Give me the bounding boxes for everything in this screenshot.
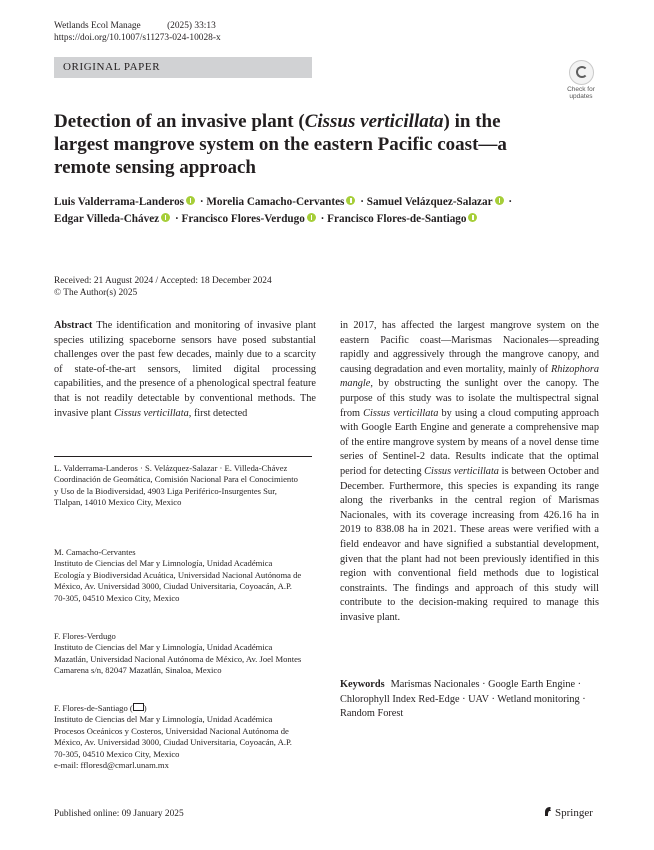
- article-dates: [54, 275, 354, 299]
- journal-name: Wetlands Ecol Manage: [54, 21, 141, 31]
- affiliation-names: F. Flores-Verdugo: [54, 631, 116, 641]
- article-type-label: ORIGINAL PAPER: [63, 61, 161, 73]
- title-part-2: ) in the largest mangrove system on the eastern Pacific coast—a remote sensing approach: [54, 111, 507, 178]
- abstract-label: Abstract: [54, 320, 93, 331]
- orcid-icon[interactable]: [468, 213, 477, 222]
- keywords-label: Keywords: [340, 679, 385, 690]
- journal-volume: (2025) 33:13: [167, 21, 216, 31]
- received-accepted: Received: 21 August 2024 / Accepted: 18 December 2024: [54, 276, 272, 286]
- check-for-updates-line1: Check for: [567, 86, 595, 93]
- affiliation-4: [54, 703, 304, 771]
- affiliation-names: F. Flores-de-Santiago ( ): [54, 703, 147, 713]
- published-online: Published online: 09 January 2025: [54, 809, 184, 819]
- keywords: [340, 678, 602, 722]
- affiliation-names: L. Valderrama-Landeros · S. Velázquez-Salazar · E. Villeda-Chávez: [54, 463, 288, 473]
- orcid-icon[interactable]: [186, 196, 195, 205]
- affiliation-3: [54, 631, 304, 677]
- author-6[interactable]: Francisco Flores-de-Santiago: [327, 213, 467, 225]
- affiliation-1: [54, 463, 304, 509]
- affiliation-address: Coordinación de Geomática, Comisión Nacional Para el Conocimiento y Uso de la Biodiversidad, 4903 Liga Periférico-Insurgentes Sur, Tlalpan, 14010 Mexico City, Mexico: [54, 474, 298, 508]
- keywords-text: Marismas Nacionales · Google Earth Engine · Chlorophyll Index Red-Edge · UAV · Wetland monitoring · Random Forest: [340, 679, 586, 720]
- title-part-1: Detection of an invasive plant (: [54, 111, 305, 132]
- copyright: © The Author(s) 2025: [54, 288, 138, 298]
- author-list: Luis Valderrama-Landeros · Morelia Camacho-Cervantes · Samuel Velázquez-Salazar · Edgar Villeda-Chávez · Francisco Flores-Verdugo · Francisco Flores-de-Santiago: [54, 196, 513, 225]
- abstract-right: in 2017, has affected the largest mangrove system on the eastern Pacific coast—Marismas Nacionales—spreading rapidly and aggressively through the mangrove canopy, and causing degradation and even mortality, mainly of Rhizophora mangle, by obstructing the sunlight over the canopy. The purpose of this study was to isolate the multispectral signal from Cissus verticillata by using a cloud computing approach with Google Earth Engine and generate a comprehensive map of the entire mangrove system by means of a novel dense time series of Sentinel-2 data. Results indicate that the optimal period for detecting Cissus verticillata is between October and December. Furthermore, this species is expanding its range along the riverbanks in the central region of Marismas Nacionales, with its coverage increasing from 426.16 ha in 2019 to 838.08 ha in 2021. These areas were verified with a field endeavor and have signified a substantial development, given that the plant had not been previously identified in this region with conventional field methods due to logistical constraints. The findings and approach of this study will contribute to the decision-making required to manage this invasive plant.: [340, 320, 600, 623]
- article-title: [54, 110, 554, 179]
- check-for-updates-badge[interactable]: [563, 60, 599, 100]
- affiliation-2: [54, 547, 304, 604]
- springer-horse-icon: [543, 806, 553, 817]
- affiliation-names: M. Camacho-Cervantes: [54, 547, 136, 557]
- affiliation-divider: [54, 456, 312, 457]
- author-3[interactable]: Samuel Velázquez-Salazar: [366, 196, 493, 208]
- running-header: [54, 21, 221, 44]
- orcid-icon[interactable]: [495, 196, 504, 205]
- publisher-name: Springer: [555, 807, 593, 819]
- affiliation-address: Instituto de Ciencias del Mar y Limnología, Unidad Académica Ecología y Biodiversidad Acuática, Universidad Nacional Autónoma de México, Av. Universidad 3000, Ciudad Universitaria, Coyoacán, A.P. 70-305, 04510 Mexico City, Mexico: [54, 558, 302, 603]
- orcid-icon[interactable]: [346, 196, 355, 205]
- article-type-band: [54, 57, 312, 78]
- corresponding-email[interactable]: e-mail: ffloresd@cmarl.unam.mx: [54, 760, 169, 771]
- envelope-icon[interactable]: [133, 703, 144, 711]
- title-species: Cissus verticillata: [304, 111, 444, 132]
- affiliation-address: Instituto de Ciencias del Mar y Limnología, Unidad Académica Procesos Oceánicos y Costeros, Universidad Nacional Autónoma de México, Av. Universidad 3000, Ciudad Universitaria, Coyoacán, A.P. 70-305, 04510 Mexico City, Mexico: [54, 714, 292, 759]
- author-5[interactable]: Francisco Flores-Verdugo: [181, 213, 305, 225]
- author-1[interactable]: Luis Valderrama-Landeros: [54, 196, 185, 208]
- orcid-icon[interactable]: [161, 213, 170, 222]
- abstract-left: Abstract The identification and monitoring of invasive plant species utilizing spaceborne sensors have posed substantial challenges over the past few decades, mainly due to a scarcity of state-of-the-art sensors, limited digital processing capabilities, and the presence of a phenological spectral feature that is not readily detectable by conventional methods. The invasive plant Cissus verticillata, first detected: [54, 320, 316, 419]
- publisher-logo: [543, 806, 593, 819]
- check-for-updates-line2: updates: [569, 93, 593, 100]
- orcid-icon[interactable]: [307, 213, 316, 222]
- author-4[interactable]: Edgar Villeda-Chávez: [54, 213, 160, 225]
- author-2[interactable]: Morelia Camacho-Cervantes: [206, 196, 345, 208]
- doi-link[interactable]: https://doi.org/10.1007/s11273-024-10028-x: [54, 32, 221, 43]
- check-for-updates-icon: [569, 60, 594, 85]
- affiliation-address: Instituto de Ciencias del Mar y Limnología, Unidad Académica Mazatlán, Universidad Nacional Autónoma de México, Av. Joel Montes Camarena s/n, 82047 Mazatlán, Sinaloa, Mexico: [54, 642, 302, 676]
